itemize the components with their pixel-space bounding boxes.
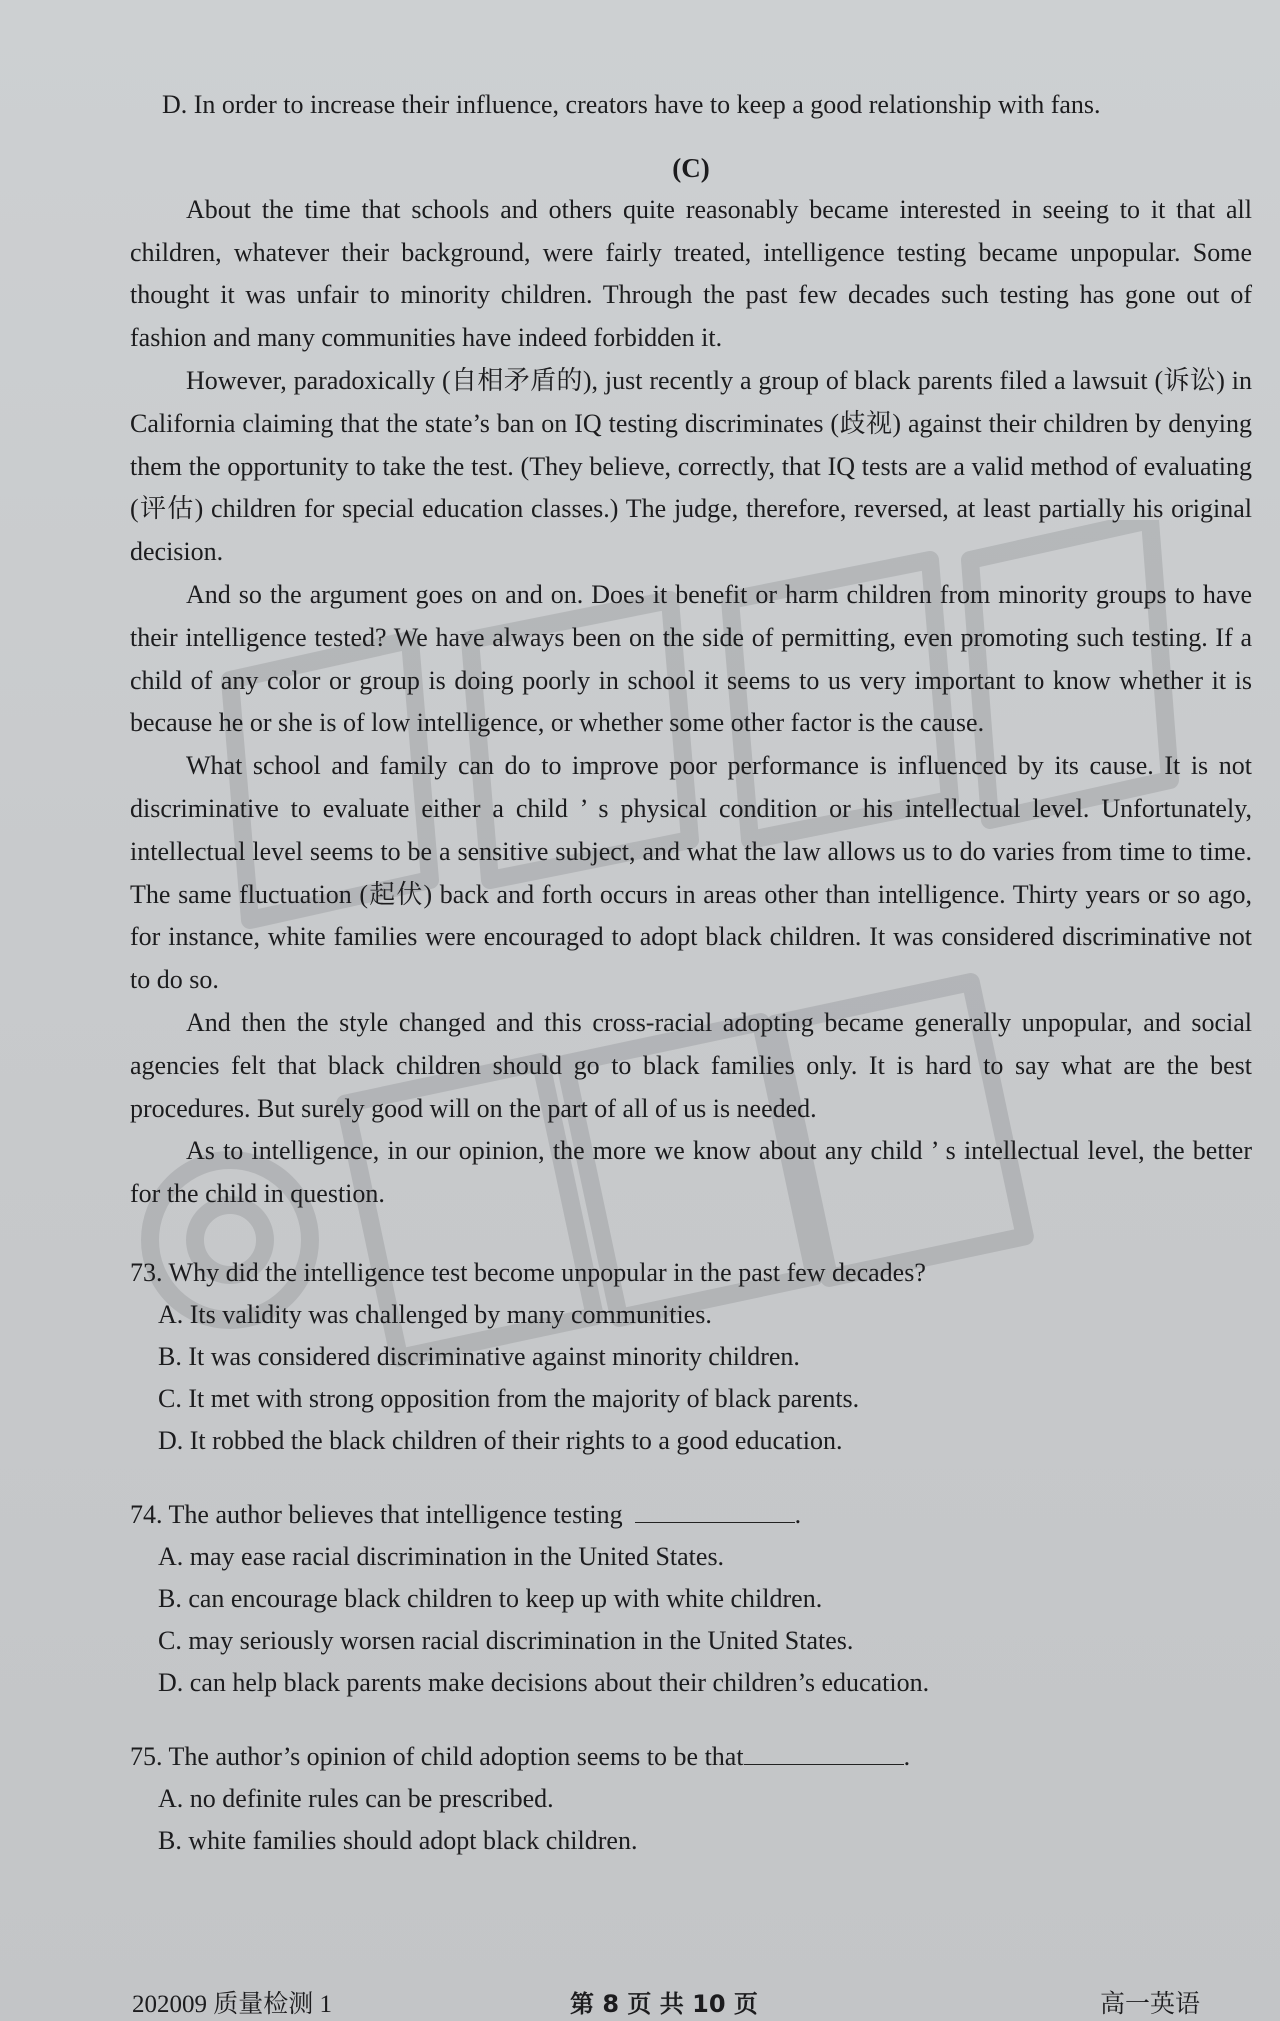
passage (130, 189, 1252, 1216)
passage-paragraph-1: About the time that schools and others quite reasonably became interested in seeing to it that all children, whatever their background, were fairly treated, intelligence testing became unpopular. Some thought it was unfair to minority children. Through the past few decades such testing has gone out of fashion and many communities have indeed forbidden it. (130, 194, 1252, 353)
page-footer (132, 1984, 1212, 2020)
question-stem-text: 74. The author believes that intelligence testing (130, 1499, 623, 1529)
question-stem-text: 75. The author’s opinion of child adoption seems to be that (130, 1741, 744, 1771)
question-stem: 73. Why did the intelligence test become unpopular in the past few decades? (130, 1257, 926, 1287)
question-74 (130, 1494, 1252, 1704)
passage-paragraph-5: And then the style changed and this cross-racial adopting became generally unpopular, and social agencies felt that black children should go to black families only. It is hard to say what are the best procedures. But surely good will on the part of all of us is needed. (130, 1007, 1252, 1123)
questions (130, 1252, 1252, 1862)
answer-blank (744, 1742, 904, 1765)
question-stem-end: . (794, 1499, 802, 1529)
option-b: B. white families should adopt black children. (158, 1825, 638, 1855)
exam-code: 202009 质量检测 1 (132, 1991, 333, 2018)
previous-question-option-d: D. In order to increase their influence, creators have to keep a good relationship with fans. (162, 90, 1101, 119)
page-number: 第 8 页 共 10 页 (570, 1990, 758, 2018)
option-c: C. may seriously worsen racial discrimination in the United States. (158, 1625, 854, 1655)
option-a: A. Its validity was challenged by many communities. (158, 1299, 712, 1329)
passage-paragraph-6: As to intelligence, in our opinion, the more we know about any child ’ s intellectual level, the better for the child in question. (130, 1136, 1252, 1209)
option-d: D. It robbed the black children of their rights to a good education. (158, 1425, 843, 1455)
question-stem (130, 1736, 1252, 1778)
option-b: B. can encourage black children to keep up with white children. (158, 1583, 823, 1613)
option-c: C. It met with strong opposition from the majority of black parents. (158, 1383, 860, 1413)
question-75 (130, 1736, 1252, 1862)
question-73 (130, 1252, 1252, 1462)
passage-paragraph-3: And so the argument goes on and on. Does it benefit or harm children from minority groups to have their intelligence tested? We have always been on the side of permitting, even promoting such testing. If a child of any color or group is doing poorly in school it seems to us very important to know whether it is because he or she is of low intelligence, or whether some other factor is the cause. (130, 579, 1252, 738)
subject-label: 高一英语 (1100, 1989, 1201, 2018)
question-stem-end: . (903, 1741, 911, 1771)
passage-paragraph-4: What school and family can do to improve poor performance is influenced by its cause. It is not discriminative to evaluate either a child ’ s physical condition or his intellectual level. Unfortunately, intellectual level seems to be a sensitive subject, and what the law allows us to do varies from time to time. The same fluctuation (起伏) back and forth occurs in areas other than intelligence. Thirty years or so ago, for instance, white families were encouraged to adopt black children. It was considered discriminative not to do so. (130, 751, 1252, 995)
option-b: B. It was considered discriminative against minority children. (158, 1341, 800, 1371)
question-stem (130, 1494, 1252, 1536)
option-d: D. can help black parents make decisions about their children’s education. (158, 1667, 930, 1697)
page-content (130, 84, 1252, 1894)
option-a: A. may ease racial discrimination in the United States. (158, 1541, 725, 1571)
answer-blank (635, 1500, 795, 1523)
section-title: (C) (672, 152, 710, 183)
passage-paragraph-2: However, paradoxically (自相矛盾的), just recently a group of black parents filed a lawsuit (诉讼) in California claiming that the state’s ban on IQ testing discriminates (歧视) against their children by denying them the opportunity to take the test. (They believe, correctly, that IQ tests are a valid method of evaluating (评估) children for special education classes.) The judge, therefore, reversed, at least partially his original decision. (130, 365, 1252, 567)
option-a: A. no definite rules can be prescribed. (158, 1783, 554, 1813)
